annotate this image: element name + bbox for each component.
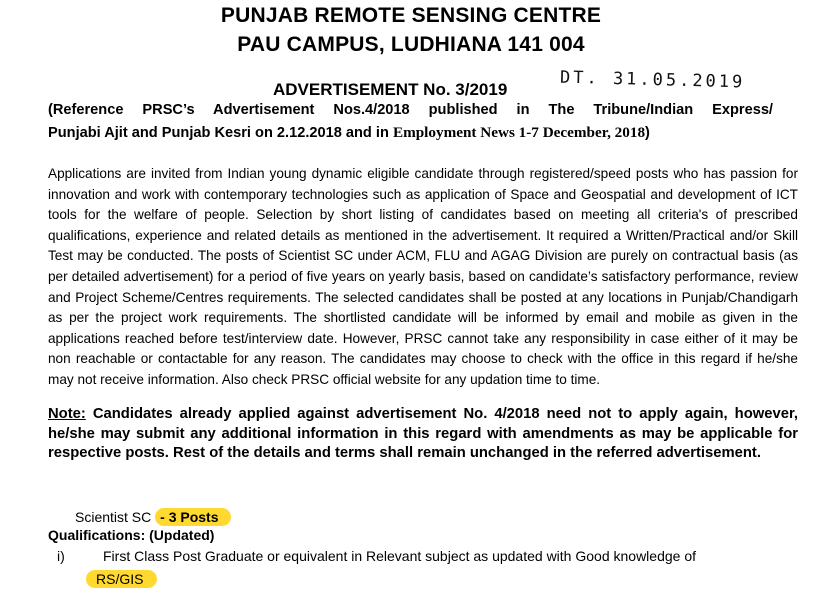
advertisement-title: ADVERTISEMENT No. 3/2019 — [273, 80, 508, 99]
post-count-badge: - 3 Posts — [155, 508, 230, 526]
qualification-item-highlight: RS/GIS — [86, 570, 157, 588]
reference-line-2-employment-news: Employment News 1-7 December, 2018 — [392, 124, 646, 141]
reference-line-2-part-c: ) — [645, 125, 650, 141]
qualifications-heading: Qualifications: (Updated) — [48, 527, 215, 543]
handwritten-date: DT. 31.05.2019 — [559, 67, 746, 93]
reference-line-2-part-a: Punjabi Ajit and Punjab Kesri on 2.12.2018 and in — [48, 125, 393, 141]
post-name: Scientist SC — [75, 509, 152, 525]
note-paragraph — [48, 405, 798, 464]
note-label: Note: — [48, 406, 86, 422]
qualification-item-text: First Class Post Graduate or equivalent in Relevant subject as updated with Good knowledge of — [103, 548, 696, 564]
post-line — [75, 509, 231, 525]
body-paragraph: Applications are invited from Indian young dynamic eligible candidate through registered/speed posts who has passion for innovation and work with contemporary technologies such as application of Space and Geospatial and development of ICT tools for the welfare of people. Selection by short listing of candidates based on meeting all criteria's of prescribed qualifications, experience and related details as mentioned in the advertisement. It required a Written/Practical and/or Skill Test may be conducted. The posts of Scientist SC under ACM, FLU and AGAG Division are purely on contractual basis (as per detailed advertisement) for a period of five years on yearly basis, based on candidate’s satisfactory performance, review and Project Scheme/Centres requirements. The selected candidates shall be posted at any locations in Punjab/Chandigarh as per the project work requirements. The shortlisted candidate will be informed by email and mobile as given in the applications reached before test/interview date. However, PRSC cannot take any responsibility in case either of it may be non reachable or contactable for any reason. The candidates may choose to check with the office in this regard if he/she may not receive information. Also check PRSC official website for any updation time to time. — [48, 166, 798, 387]
reference-line-2 — [48, 124, 773, 142]
org-address: PAU CAMPUS, LUDHIANA 141 004 — [237, 33, 585, 56]
qualification-item-number: i) — [57, 548, 65, 564]
reference-line-1: (Reference PRSC’s Advertisement Nos.4/2018 published in The Tribune/Indian Express/ — [48, 102, 773, 118]
org-name: PUNJAB REMOTE SENSING CENTRE — [220, 4, 602, 27]
note-text: Candidates already applied against advertisement No. 4/2018 need not to apply again, however, he/she may submit any additional information in this regard with amendments as may be applicable for respective posts. Rest of the details and terms shall remain unchanged in the referred advertisement. — [48, 406, 798, 461]
